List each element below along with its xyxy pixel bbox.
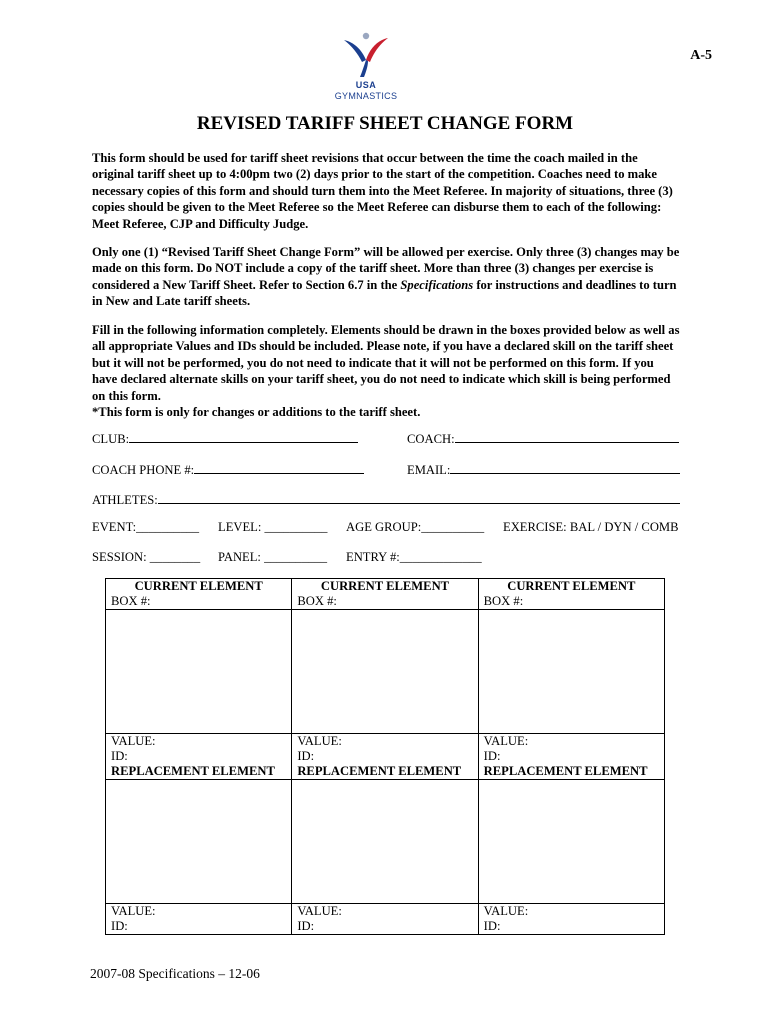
entry-field[interactable]: ENTRY #:_____________ [346,550,482,564]
exercise-field[interactable]: EXERCISE: BAL / DYN / COMB [503,520,679,534]
coach-label: COACH: [407,432,455,446]
coach-field[interactable] [407,430,679,447]
id-label: ID: [483,749,501,763]
current-drawing-box-3[interactable] [478,610,664,734]
box-number-label: BOX #: [111,594,151,608]
instructions-paragraph-3 [92,322,682,420]
current-cell-3[interactable] [478,579,664,610]
page-footer: 2007-08 Specifications – 12-06 [90,966,260,981]
id-label: ID: [297,749,315,763]
panel-field[interactable]: PANEL: __________ [218,550,328,564]
club-field[interactable] [92,430,358,447]
value-label: VALUE: [111,734,156,748]
email-field[interactable] [407,461,680,478]
replacement-value-cell-3[interactable] [478,904,664,935]
replacement-value-row [106,904,665,935]
athletes-label: ATHLETES: [92,493,158,507]
current-value-cell-1[interactable] [106,734,292,780]
current-value-cell-2[interactable] [292,734,478,780]
current-cell-2[interactable] [292,579,478,610]
value-label: VALUE: [297,904,342,918]
current-drawing-row [106,610,665,734]
value-label: VALUE: [483,734,529,748]
replacement-drawing-box-3[interactable] [478,780,664,904]
coach-phone-field[interactable] [92,461,364,478]
usa-gymnastics-logo [326,32,406,106]
page-label: A-5 [690,48,712,63]
id-label: ID: [297,919,315,933]
p2-text-a: Only one (1) “Revised Tariff Sheet Change Form” will be allowed per exercise. Only three (3) changes may be made on this form. Do NOT include a copy of the tariff sheet. More than three (3) changes per exercise is considered a New Tariff Sheet. Refer to Section 6.7 in the [92,245,680,292]
id-label: ID: [111,919,128,933]
value-label: VALUE: [297,734,342,748]
p3-note: *This form is only for changes or additions to the tariff sheet. [92,405,421,420]
replacement-element-header: REPLACEMENT ELEMENT [111,764,275,778]
level-field[interactable]: LEVEL: __________ [218,520,328,534]
email-label: EMAIL: [407,463,451,477]
replacement-drawing-box-2[interactable] [292,780,478,904]
logo-line-gymnastics: GYMNASTICS [334,91,398,101]
value-label: VALUE: [483,904,529,918]
current-value-cell-3[interactable] [478,734,664,780]
replacement-element-header: REPLACEMENT ELEMENT [483,764,648,778]
session-field[interactable]: SESSION: ________ [92,550,201,564]
club-label: CLUB: [92,432,130,446]
current-element-header: CURRENT ELEMENT [320,579,450,593]
gymnast-logo-icon [340,32,392,78]
specifications-ref: Specifications [400,277,474,292]
current-element-header: CURRENT ELEMENT [507,579,636,593]
current-cell-1[interactable] [106,579,292,610]
age-group-field[interactable]: AGE GROUP:__________ [346,520,485,534]
replacement-drawing-box-1[interactable] [106,780,292,904]
replacement-value-cell-1[interactable] [106,904,292,935]
box-number-label: BOX #: [483,594,524,608]
replacement-drawing-row [106,780,665,904]
current-drawing-box-1[interactable] [106,610,292,734]
form-title: REVISED TARIFF SHEET CHANGE FORM [196,113,574,134]
id-label: ID: [483,919,501,933]
instructions-paragraph-2 [92,244,682,310]
current-value-row [106,734,665,780]
p3-text: Fill in the following information completely. Elements should be drawn in the boxes provided below as well as all appropriate Values and IDs should be included. Please note, if you have a declared skill on the tariff sheet but it will not be performed, you do not need to indicate that it will not be performed on this form. If you have declared alternate skills on your tariff sheet, you do not need to indicate which skill is being performed on this form. [92,323,680,403]
current-element-header: CURRENT ELEMENT [134,579,263,593]
replacement-value-cell-2[interactable] [292,904,478,935]
element-change-grid [105,578,665,935]
replacement-element-header: REPLACEMENT ELEMENT [297,764,462,778]
instructions-paragraph-1: This form should be used for tariff sheet revisions that occur between the time the coach mailed in the original tariff sheet up to 4:00pm two (2) days prior to the start of the competition. Coaches need to make necessary copies of this form and should turn them into the Meet Referee. In majority of situations, three (3) copies should be given to the Meet Referee so the Meet Referee can disburse them to each of the following: Meet Referee, CJP and Difficulty Judge. [92,151,673,231]
coach-phone-label: COACH PHONE #: [92,463,195,477]
logo-line-usa: USA [355,80,377,90]
event-field[interactable]: EVENT:__________ [92,520,200,534]
p2-text-b: for instructions and deadlines to turn in New and Late tariff sheets. [92,277,677,309]
current-drawing-box-2[interactable] [292,610,478,734]
box-number-label: BOX #: [297,594,337,608]
value-label: VALUE: [111,904,156,918]
id-label: ID: [111,749,128,763]
athletes-field[interactable] [92,491,680,508]
current-header-row [106,579,665,610]
